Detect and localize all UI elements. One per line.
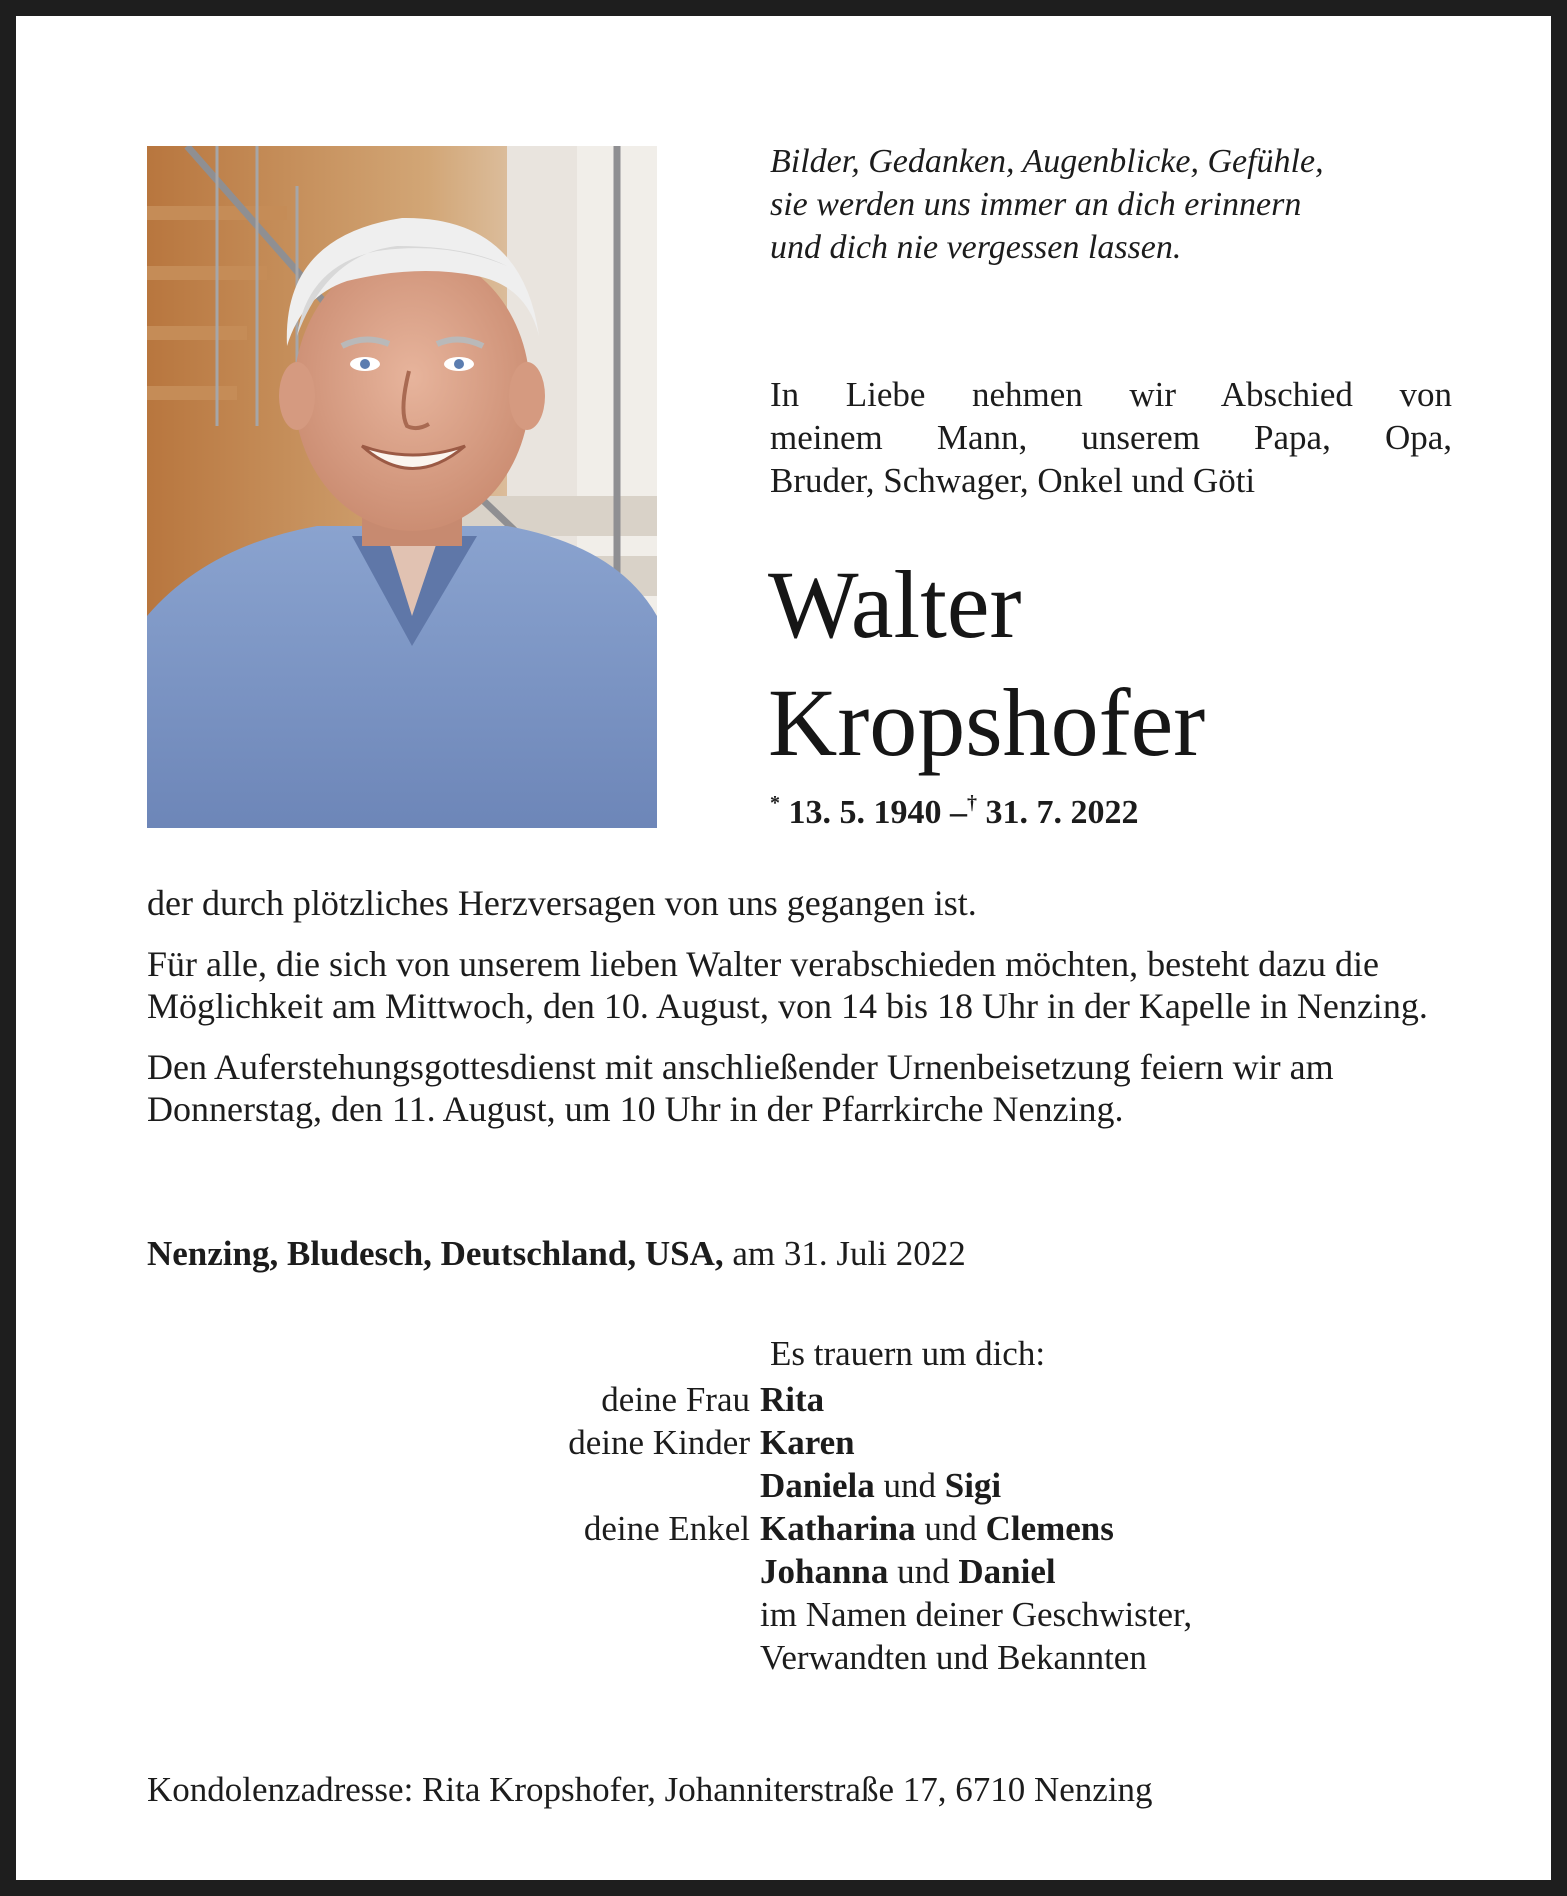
mourner-row <box>147 1550 1467 1593</box>
poem-line: sie werden uns immer an dich erinnern <box>770 186 1302 223</box>
portrait-photo <box>147 146 657 828</box>
mourner-row <box>147 1507 1467 1550</box>
relation-label-empty <box>147 1464 760 1507</box>
intro-line: Bruder, Schwager, Onkel und Göti <box>770 461 1256 500</box>
mourner-row <box>147 1378 1467 1421</box>
last-name: Kropshofer <box>768 669 1206 776</box>
intro-line: In Liebe nehmen wir Abschied von <box>770 375 1452 414</box>
mourner-name: Katharina <box>760 1509 916 1548</box>
mourner-name: Rita <box>760 1380 825 1419</box>
mourner-row <box>147 1593 1467 1636</box>
relation-label: deine Frau <box>601 1380 750 1419</box>
conjunction: und <box>883 1466 936 1505</box>
places: Nenzing, Bludesch, Deutschland, USA, <box>147 1234 724 1273</box>
poem-line: und dich nie vergessen lassen. <box>770 229 1182 266</box>
mourners-list <box>147 1378 1467 1679</box>
relation-label-empty <box>147 1550 760 1593</box>
conjunction: und <box>897 1552 950 1591</box>
place-date: am 31. Juli 2022 <box>732 1234 966 1273</box>
mourner-name: Johanna <box>760 1552 889 1591</box>
intro-line: meinem Mann, unserem Papa, Opa, <box>770 418 1452 457</box>
mourner-row <box>147 1421 1467 1464</box>
life-dates <box>770 792 1139 832</box>
others-line: im Namen deiner Geschwister, <box>760 1595 1193 1634</box>
mourners-heading: Es trauern um dich: <box>770 1334 1046 1373</box>
obituary-body <box>147 882 1453 1149</box>
body-paragraph: Den Auferstehungsgottesdienst mit anschließender Urnenbeisetzung feiern wir am Donnerstag, den 11. August, um 10 Uhr in der Pfarrkirche Nenzing. <box>147 1047 1334 1129</box>
poem-line: Bilder, Gedanken, Augenblicke, Gefühle, <box>770 143 1324 180</box>
mourner-name: Karen <box>760 1423 855 1462</box>
relation-label-empty <box>147 1593 760 1636</box>
farewell-intro <box>770 373 1452 502</box>
others-line: Verwandten und Bekannten <box>760 1638 1147 1677</box>
mourner-row <box>147 1464 1467 1507</box>
relation-label: deine Enkel <box>583 1509 750 1548</box>
place-date-line <box>147 1234 966 1274</box>
birth-date: 13. 5. 1940 <box>788 794 942 831</box>
body-paragraph: Für alle, die sich von unserem lieben Walter verabschieden möchten, besteht dazu die Möglichkeit am Mittwoch, den 10. August, von 14 bis 18 Uhr in der Kapelle in Nenzing. <box>147 944 1428 1026</box>
portrait-illustration <box>147 146 657 828</box>
poem <box>770 140 1470 269</box>
conjunction: und <box>924 1509 977 1548</box>
first-name: Walter <box>768 551 1022 658</box>
mourner-name: Daniela <box>760 1466 875 1505</box>
body-paragraph: der durch plötzliches Herzversagen von uns gegangen ist. <box>147 883 977 923</box>
mourner-name: Clemens <box>985 1509 1114 1548</box>
relation-label-empty <box>147 1636 760 1679</box>
date-separator: – <box>950 794 967 831</box>
death-symbol: † <box>967 792 977 814</box>
relation-label: deine Kinder <box>568 1423 750 1462</box>
deceased-name <box>768 546 1488 782</box>
death-date: 31. 7. 2022 <box>985 794 1139 831</box>
mourner-name: Sigi <box>944 1466 1002 1505</box>
condolence-address: Kondolenzadresse: Rita Kropshofer, Johanniterstraße 17, 6710 Nenzing <box>147 1770 1153 1809</box>
birth-symbol: * <box>770 792 780 814</box>
mourner-name: Daniel <box>958 1552 1056 1591</box>
mourner-row <box>147 1636 1467 1679</box>
